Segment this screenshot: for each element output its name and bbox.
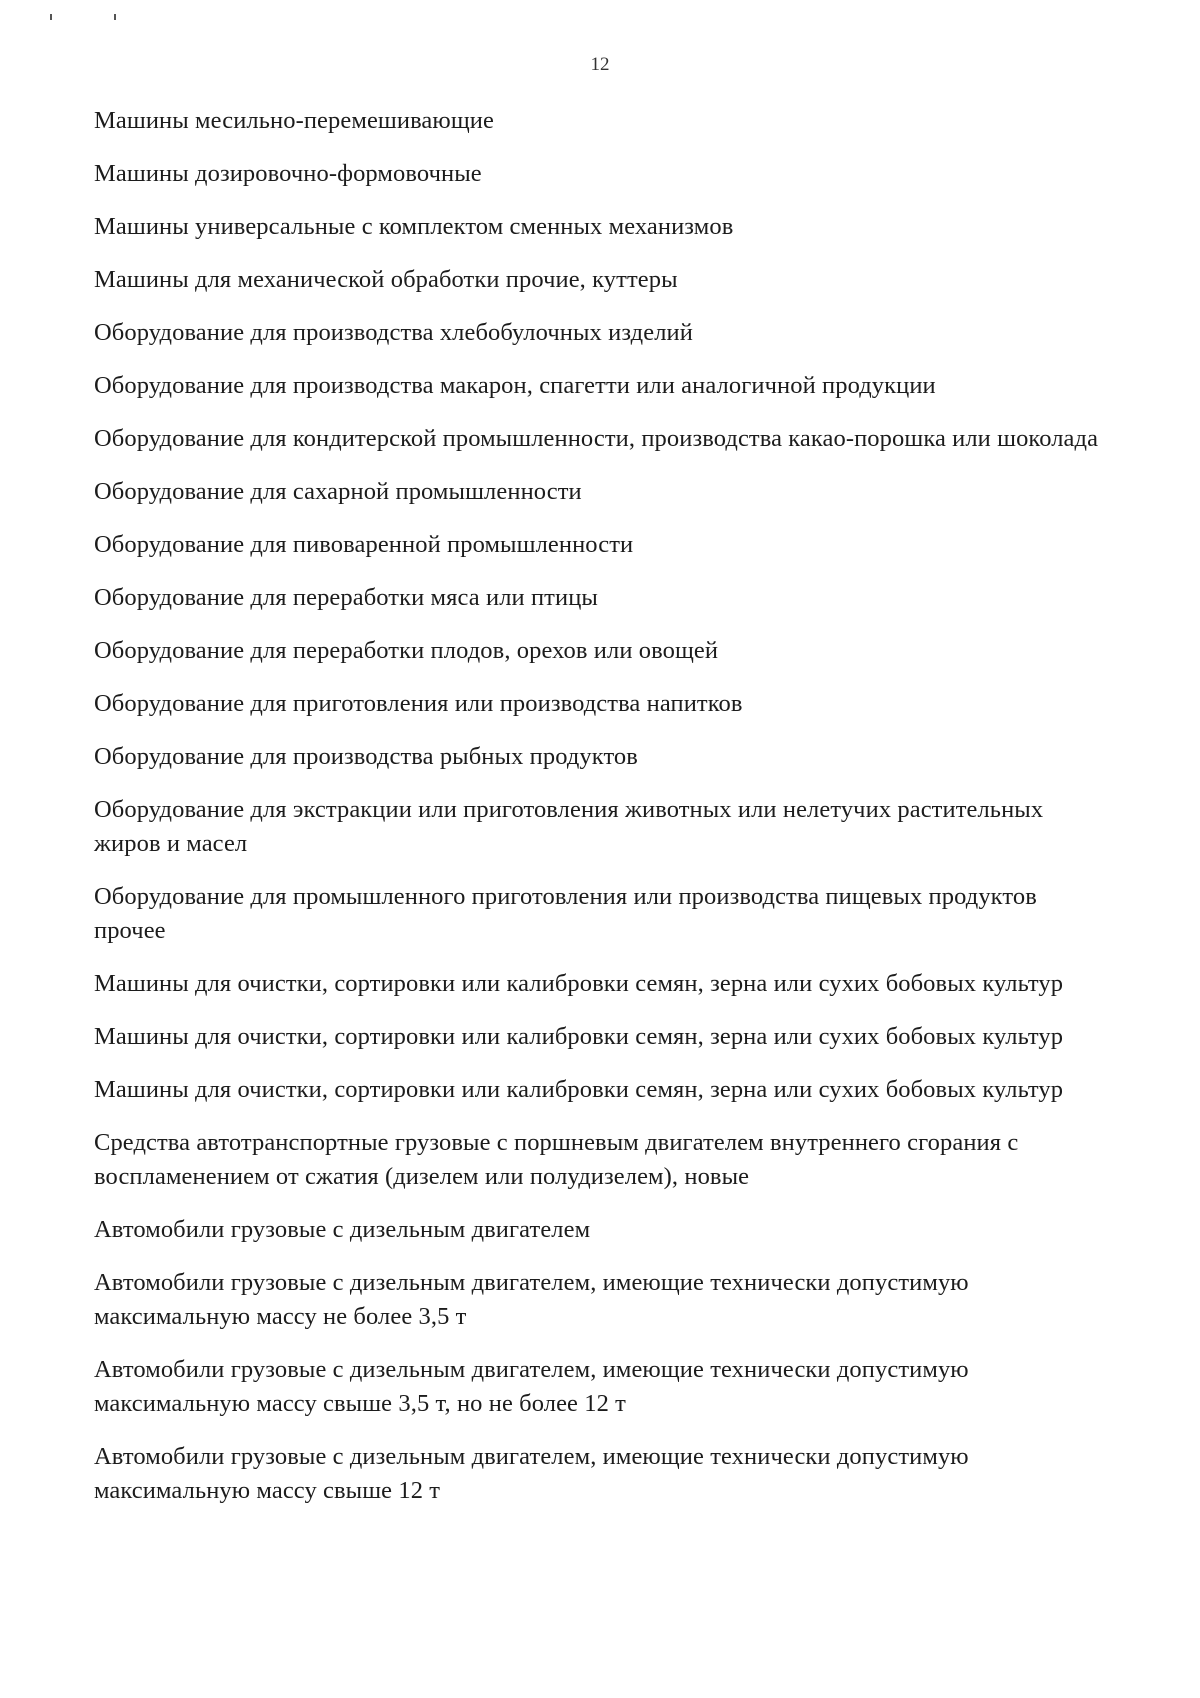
list-item: Оборудование для производства макарон, спагетти или аналогичной продукции xyxy=(94,372,936,399)
list-item: Оборудование для кондитерской промышленности, производства какао-порошка или шоколада xyxy=(94,425,1099,452)
list-item: Машины универсальные с комплектом сменных механизмов xyxy=(94,213,734,240)
equipment-list xyxy=(94,104,1104,1527)
list-item: Оборудование для производства рыбных продуктов xyxy=(94,743,638,770)
list-item: Оборудование для экстракции или приготовления животных или нелетучих растительных жиров и масел xyxy=(94,796,1044,857)
list-item: Машины для очистки, сортировки или калибровки семян, зерна или сухих бобовых культур xyxy=(94,1023,1064,1050)
list-item: Машины для очистки, сортировки или калибровки семян, зерна или сухих бобовых культур xyxy=(94,1076,1064,1103)
list-item: Машины для очистки, сортировки или калибровки семян, зерна или сухих бобовых культур xyxy=(94,970,1064,997)
list-item: Автомобили грузовые с дизельным двигателем xyxy=(94,1216,591,1243)
scan-artifact-mark xyxy=(114,14,116,20)
list-item: Автомобили грузовые с дизельным двигателем, имеющие технически допустимую максимальную массу свыше 12 т xyxy=(94,1443,969,1504)
scan-artifact-mark xyxy=(50,14,52,20)
list-item: Машины для механической обработки прочие, куттеры xyxy=(94,266,678,293)
list-item: Оборудование для производства хлебобулочных изделий xyxy=(94,319,693,346)
list-item: Автомобили грузовые с дизельным двигателем, имеющие технически допустимую максимальную массу свыше 3,5 т, но не более 12 т xyxy=(94,1356,969,1417)
list-item: Оборудование для переработки мяса или птицы xyxy=(94,584,598,611)
list-item: Оборудование для переработки плодов, орехов или овощей xyxy=(94,637,719,664)
list-item: Автомобили грузовые с дизельным двигателем, имеющие технически допустимую максимальную массу не более 3,5 т xyxy=(94,1269,969,1330)
list-item: Оборудование для сахарной промышленности xyxy=(94,478,582,505)
list-item: Оборудование для промышленного приготовления или производства пищевых продуктов прочее xyxy=(94,883,1037,944)
list-item: Машины месильно-перемешивающие xyxy=(94,107,494,134)
list-item: Оборудование для приготовления или производства напитков xyxy=(94,690,743,717)
list-item: Машины дозировочно-формовочные xyxy=(94,160,482,187)
list-item: Оборудование для пивоваренной промышленности xyxy=(94,531,634,558)
list-item: Средства автотранспортные грузовые с поршневым двигателем внутреннего сгорания с воспламенением от сжатия (дизелем или полудизелем), новые xyxy=(94,1129,1019,1190)
page-number: 12 xyxy=(590,54,610,75)
